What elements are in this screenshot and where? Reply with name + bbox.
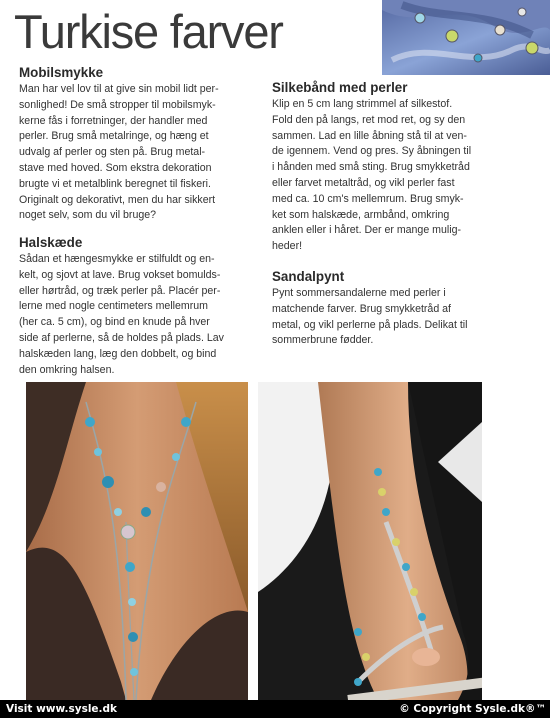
section-heading: Halskæde [19,235,83,250]
footer-bar [0,700,550,718]
section-sandalpynt [272,268,512,349]
section-silkebaand [272,79,512,255]
section-mobilsmykke [19,64,264,224]
footer-copyright: © Copyright Sysle.dk®™ [399,703,546,715]
section-body: Klip en 5 cm lang strimmel af silkestof. Fold den på langs, ret mod ret, og sy den sammen. Lad en lille åbning stå til at ven- de igennem. Vend og pres. Sy åbningen til i hånden med små sting. Brug smykketråd eller farvet metaltråd, og vikl perler fast med ca. 10 cm's mellemrum. Brug smyk- ket som halskæde, armbånd, omkring anklen eller i håret. Der er mange mulig- heder! [272,98,472,253]
necklace-photo [26,382,248,700]
section-heading: Silkebånd med perler [272,80,408,95]
sandal-photo [258,382,482,700]
section-body: Pynt sommersandalerne med perler i matchende farver. Brug smykketråd af metal, og vikl perlerne på plads. Delikat til sommerbrune fødder. [272,287,468,347]
section-heading: Mobilsmykke [19,65,104,80]
silk-ribbon-photo [382,0,550,75]
section-heading: Sandalpynt [272,269,345,284]
page-title: Turkise farver [14,5,283,58]
footer-visit-link[interactable]: Visit www.sysle.dk [6,703,118,715]
section-body: Sådan et hængesmykke er stilfuldt og en- kelt, og sjovt at lave. Brug vokset bomulds- eller hørtråd, og træk perler på. Placér per- lerne med nogle centimeters mellemrum (her ca. 5 cm), og bind en knude på hver side af perlerne, så de holdes på plads. Lav halskæden lang, læg den dobbelt, og bind den omkring halsen. [19,253,224,376]
section-halskaede [19,234,264,378]
section-body: Man har vel lov til at give sin mobil lidt per- sonlighed! De små stropper til mobilsmyk- kerne fås i forretninger, der handler med perler. Brug små metalringe, og hæng et udvalg af perler og sten på. Brug metal- stave med hoved. Som ekstra dekoration brugte vi et metalblink beregnet til fiskeri. Originalt og dekorativt, men du har sikkert noget selv, som du vil bruge? [19,83,219,222]
